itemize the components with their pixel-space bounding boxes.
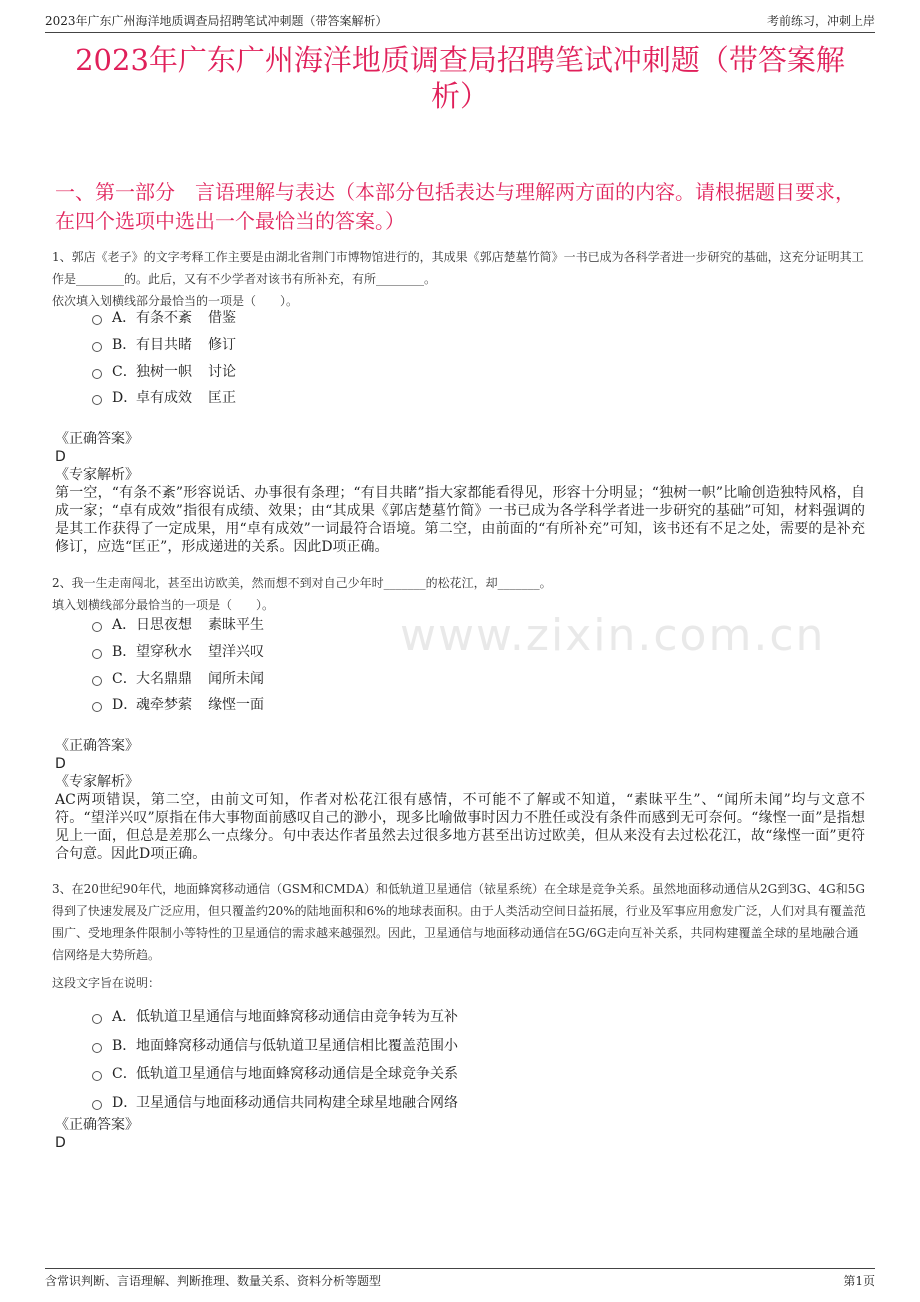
- option-a[interactable]: A． 日思夜想 素昧平生: [92, 611, 592, 638]
- option-c[interactable]: C． 独树一帜 讨论: [92, 357, 592, 384]
- analysis-label: 《专家解析》: [55, 774, 139, 790]
- answer-label: 《正确答案》: [55, 431, 139, 447]
- page-number: 第1页: [843, 1274, 875, 1288]
- question-2-answer: [55, 737, 865, 863]
- question-text: 2、我一生走南闯北，甚至出访欧美，然而想不到对自己少年时_______的松花江，却_______。: [52, 576, 552, 590]
- radio-icon[interactable]: [92, 1071, 102, 1081]
- question-2-stem: [52, 572, 868, 616]
- page-title: 2023年广东广州海洋地质调查局招聘笔试冲刺题（带答案解析）: [75, 43, 845, 113]
- answer-label: 《正确答案》: [55, 1117, 139, 1133]
- question-prompt: 填入划横线部分最恰当的一项是（ ）。: [52, 598, 275, 612]
- answer-label: 《正确答案》: [55, 738, 139, 754]
- radio-icon[interactable]: [92, 395, 102, 405]
- radio-icon[interactable]: [92, 369, 102, 379]
- header-slogan: 考前练习，冲刺上岸: [766, 14, 875, 28]
- question-text: 3、在20世纪90年代，地面蜂窝移动通信（GSM和CMDA）和低轨道卫星通信（铱星系统）在全球是竞争关系。虽然地面移动通信从2G到3G、4G和5G得到了快速发展及广泛应用，但只覆盖约20%的陆地面积和6%的地球表面积。由于人类活动空间日益拓展，行业及军事应用愈发广泛，人们对具有覆盖范围广、受地理条件限制小等特性的卫星通信的需求越来越强烈。因此，卫星通信与地面移动通信在5G/6G走向互补关系，共同构建覆盖全球的星地融合通信网络是大势所趋。: [52, 882, 866, 962]
- watermark: www.zixin.com.cn: [400, 610, 826, 661]
- analysis-text: AC两项错误，第二空，由前文可知，作者对松花江很有感情，不可能不了解或不知道，“素昧平生”、“闻所未闻”均与文意不符。“望洋兴叹”原指在伟大事物面前感叹自己的渺小，现多比喻做事时因力不胜任或没有条件而感到无可奈何。“缘悭一面”是指想见上一面，但总是差那么一点缘分。句中表达作者虽然去过很多地方甚至出访过欧美，但从来没有去过松花江，故“缘悭一面”更符合句意。因此D项正确。: [55, 792, 865, 862]
- question-2-options: [92, 611, 592, 718]
- question-3-stem: [52, 878, 868, 994]
- radio-icon[interactable]: [92, 702, 102, 712]
- analysis-text: 第一空，“有条不紊”形容说话、办事很有条理；“有目共睹”指大家都能看得见，形容十分明显；“独树一帜”比喻创造独特风格，自成一家；“卓有成效”指很有成绩、效果；由“其成果《郭店楚墓竹简》一书已成为各学科学者进一步研究的基础”可知，材料强调的是其工作获得了一定成果，用“卓有成效”一词最符合语境。第二空，由前面的“有所补充”可知，该书还有不足之处，需要的是补充修订，应选“匡正”，形成递进的关系。因此D项正确。: [55, 485, 865, 555]
- answer-value: D: [55, 449, 66, 465]
- question-1-stem: [52, 246, 868, 312]
- radio-icon[interactable]: [92, 1014, 102, 1024]
- radio-icon[interactable]: [92, 622, 102, 632]
- radio-icon[interactable]: [92, 1100, 102, 1110]
- question-1-answer: [55, 430, 865, 556]
- analysis-label: 《专家解析》: [55, 467, 139, 483]
- option-a[interactable]: A． 有条不紊 借鉴: [92, 304, 592, 331]
- radio-icon[interactable]: [92, 649, 102, 659]
- question-1-options: [92, 304, 592, 411]
- question-3-options: [92, 1002, 592, 1116]
- page-header: [45, 12, 875, 33]
- radio-icon[interactable]: [92, 315, 102, 325]
- option-d[interactable]: D． 魂牵梦萦 缘悭一面: [92, 691, 592, 718]
- answer-value: D: [55, 1135, 66, 1151]
- question-prompt: 这段文字旨在说明：: [52, 976, 161, 990]
- option-a[interactable]: A． 低轨道卫星通信与地面蜂窝移动通信由竞争转为互补: [92, 1002, 592, 1031]
- option-c[interactable]: C． 低轨道卫星通信与地面蜂窝移动通信是全球竞争关系: [92, 1059, 592, 1088]
- question-prompt: 依次填入划横线部分最恰当的一项是（ ）。: [52, 294, 299, 308]
- header-doc-title: 2023年广东广州海洋地质调查局招聘笔试冲刺题（带答案解析）: [45, 14, 388, 28]
- option-b[interactable]: B． 有目共睹 修订: [92, 331, 592, 358]
- option-c[interactable]: C． 大名鼎鼎 闻所未闻: [92, 664, 592, 691]
- option-d[interactable]: D． 卫星通信与地面移动通信共同构建全球星地融合网络: [92, 1088, 592, 1117]
- footer-note: 含常识判断、言语理解、判断推理、数量关系、资料分析等题型: [45, 1274, 382, 1288]
- question-3-answer: [55, 1116, 865, 1152]
- radio-icon[interactable]: [92, 342, 102, 352]
- radio-icon[interactable]: [92, 1043, 102, 1053]
- option-d[interactable]: D． 卓有成效 匡正: [92, 384, 592, 411]
- question-text: 1、郭店《老子》的文字考释工作主要是由湖北省荆门市博物馆进行的，其成果《郭店楚墓竹简》一书已成为各科学者进一步研究的基础，这充分证明其工作是________的。此后，又有不少学者对该书有所补充，有所________。: [52, 250, 864, 286]
- answer-value: D: [55, 756, 66, 772]
- radio-icon[interactable]: [92, 676, 102, 686]
- option-b[interactable]: B． 地面蜂窝移动通信与低轨道卫星通信相比覆盖范围小: [92, 1031, 592, 1060]
- option-b[interactable]: B． 望穿秋水 望洋兴叹: [92, 638, 592, 665]
- section-heading: 一、第一部分 言语理解与表达（本部分包括表达与理解两方面的内容。请根据题目要求，在四个选项中选出一个最恰当的答案。）: [55, 180, 855, 233]
- page-footer: [45, 1268, 875, 1289]
